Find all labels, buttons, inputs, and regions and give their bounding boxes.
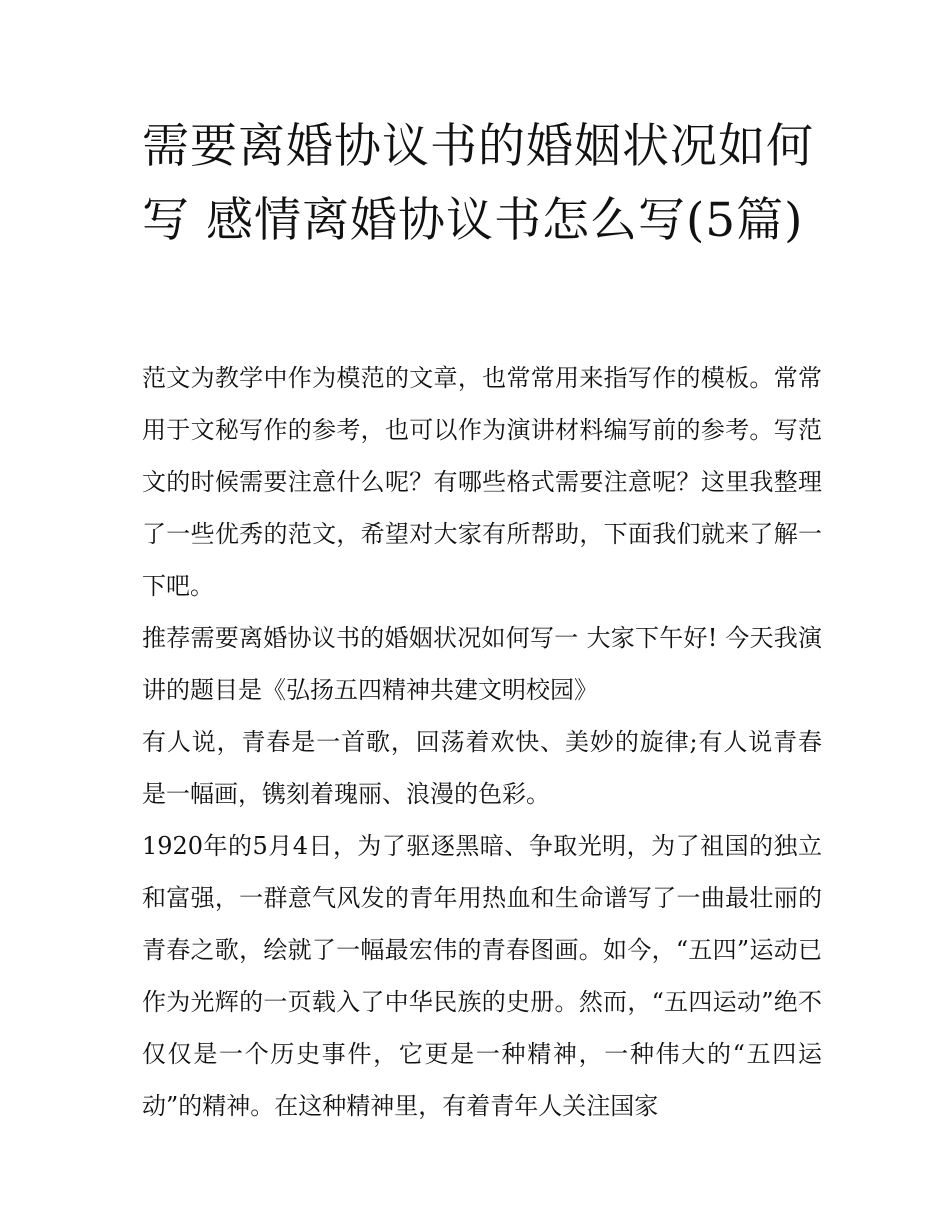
document-title: 需要离婚协议书的婚姻状况如何写 感情离婚协议书怎么写(5篇) (142, 119, 814, 248)
document-body (142, 352, 822, 1132)
paragraph-recommend: 推荐需要离婚协议书的婚姻状况如何写一 大家下午好! 今天我演讲的题目是《弘扬五四精神共建文明校园》 (142, 624, 822, 704)
paragraph-may-fourth: 1920年的5月4日，为了驱逐黑暗、争取光明，为了祖国的独立和富强，一群意气风发的青年用热血和生命谱写了一曲最壮丽的青春之歌，绘就了一幅最宏伟的青春图画。如今，“五四”运动已作为光辉的一页载入了中华民族的史册。然而，“五四运动”绝不仅仅是一个历史事件，它更是一种精神，一种伟大的“五四运动”的精神。在这种精神里，有着青年人关注国家 (142, 832, 822, 1120)
paragraph-intro: 范文为教学中作为模范的文章，也常常用来指写作的模板。常常用于文秘写作的参考，也可以作为演讲材料编写前的参考。写范文的时候需要注意什么呢？有哪些格式需要注意呢？这里我整理了一些优秀的范文，希望对大家有所帮助，下面我们就来了解一下吧。 (142, 364, 822, 600)
paragraph-youth: 有人说，青春是一首歌，回荡着欢快、美妙的旋律;有人说青春是一幅画，镌刻着瑰丽、浪漫的色彩。 (142, 728, 822, 808)
